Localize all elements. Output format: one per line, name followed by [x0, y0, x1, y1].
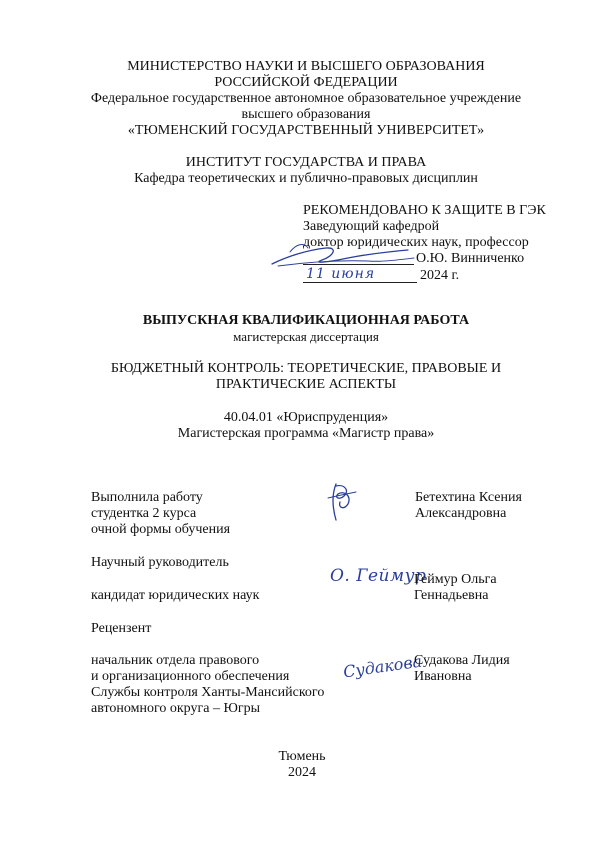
work-subtype: магистерская диссертация	[233, 329, 379, 344]
footer-year: 2024	[288, 765, 316, 780]
approval-name: О.Ю. Винниченко	[416, 251, 525, 266]
reviewer-label4: Службы контроля Ханты-Мансийского	[91, 685, 325, 700]
work-type: ВЫПУСКНАЯ КВАЛИФИКАЦИОННАЯ РАБОТА	[142, 313, 470, 328]
supervisor-label2: кандидат юридических наук	[91, 588, 260, 603]
work-title-line1: БЮДЖЕТНЫЙ КОНТРОЛЬ: ТЕОРЕТИЧЕСКИЕ, ПРАВОВЫЕ И	[110, 361, 502, 376]
footer-city: Тюмень	[278, 749, 326, 764]
department-name: Кафедра теоретических и публично-правовых дисциплин	[134, 171, 478, 186]
supervisor-signature: О. Геймур	[330, 566, 427, 586]
approval-degree: доктор юридических наук, профессор	[303, 235, 529, 250]
reviewer-label3: и организационного обеспечения	[91, 669, 290, 684]
approval-title: РЕКОМЕНДОВАНО К ЗАЩИТЕ В ГЭК	[303, 203, 546, 218]
approval-handwritten-date: 11 июня	[306, 266, 376, 282]
author-signature	[322, 480, 362, 524]
ministry-line1: МИНИСТЕРСТВО НАУКИ И ВЫСШЕГО ОБРАЗОВАНИЯ	[127, 59, 485, 74]
master-program: Магистерская программа «Магистр права»	[177, 426, 435, 441]
author-name2: Александровна	[415, 506, 507, 521]
reviewer-label5: автономного округа – Югры	[91, 701, 260, 716]
ministry-line2: РОССИЙСКОЙ ФЕДЕРАЦИИ	[214, 75, 398, 90]
supervisor-name1: Геймур Ольга	[414, 572, 497, 587]
approval-year: 2024 г.	[420, 268, 460, 283]
institution-line1: Федеральное государственное автономное образовательное учреждение	[90, 91, 522, 106]
institution-line2: высшего образования	[241, 107, 371, 122]
reviewer-name1: Судакова Лидия	[414, 653, 510, 668]
reviewer-label1: Рецензент	[91, 621, 152, 636]
author-label2: студентка 2 курса	[91, 506, 197, 521]
specialty-code: 40.04.01 «Юриспруденция»	[223, 410, 389, 425]
work-title-line2: ПРАКТИЧЕСКИЕ АСПЕКТЫ	[215, 377, 397, 392]
author-label1: Выполнила работу	[91, 490, 203, 505]
reviewer-label2: начальник отдела правового	[91, 653, 260, 668]
university-name: «ТЮМЕНСКИЙ ГОСУДАРСТВЕННЫЙ УНИВЕРСИТЕТ»	[127, 123, 485, 138]
approval-role: Заведующий кафедрой	[303, 219, 440, 234]
author-label3: очной формы обучения	[91, 522, 231, 537]
institute-name: ИНСТИТУТ ГОСУДАРСТВА И ПРАВА	[185, 155, 427, 170]
supervisor-label1: Научный руководитель	[91, 555, 229, 570]
author-name1: Бетехтина Ксения	[415, 490, 522, 505]
reviewer-signature: Судакова	[342, 651, 424, 682]
reviewer-name2: Ивановна	[414, 669, 472, 684]
supervisor-name2: Геннадьевна	[414, 588, 489, 603]
approval-date-line	[303, 282, 417, 283]
